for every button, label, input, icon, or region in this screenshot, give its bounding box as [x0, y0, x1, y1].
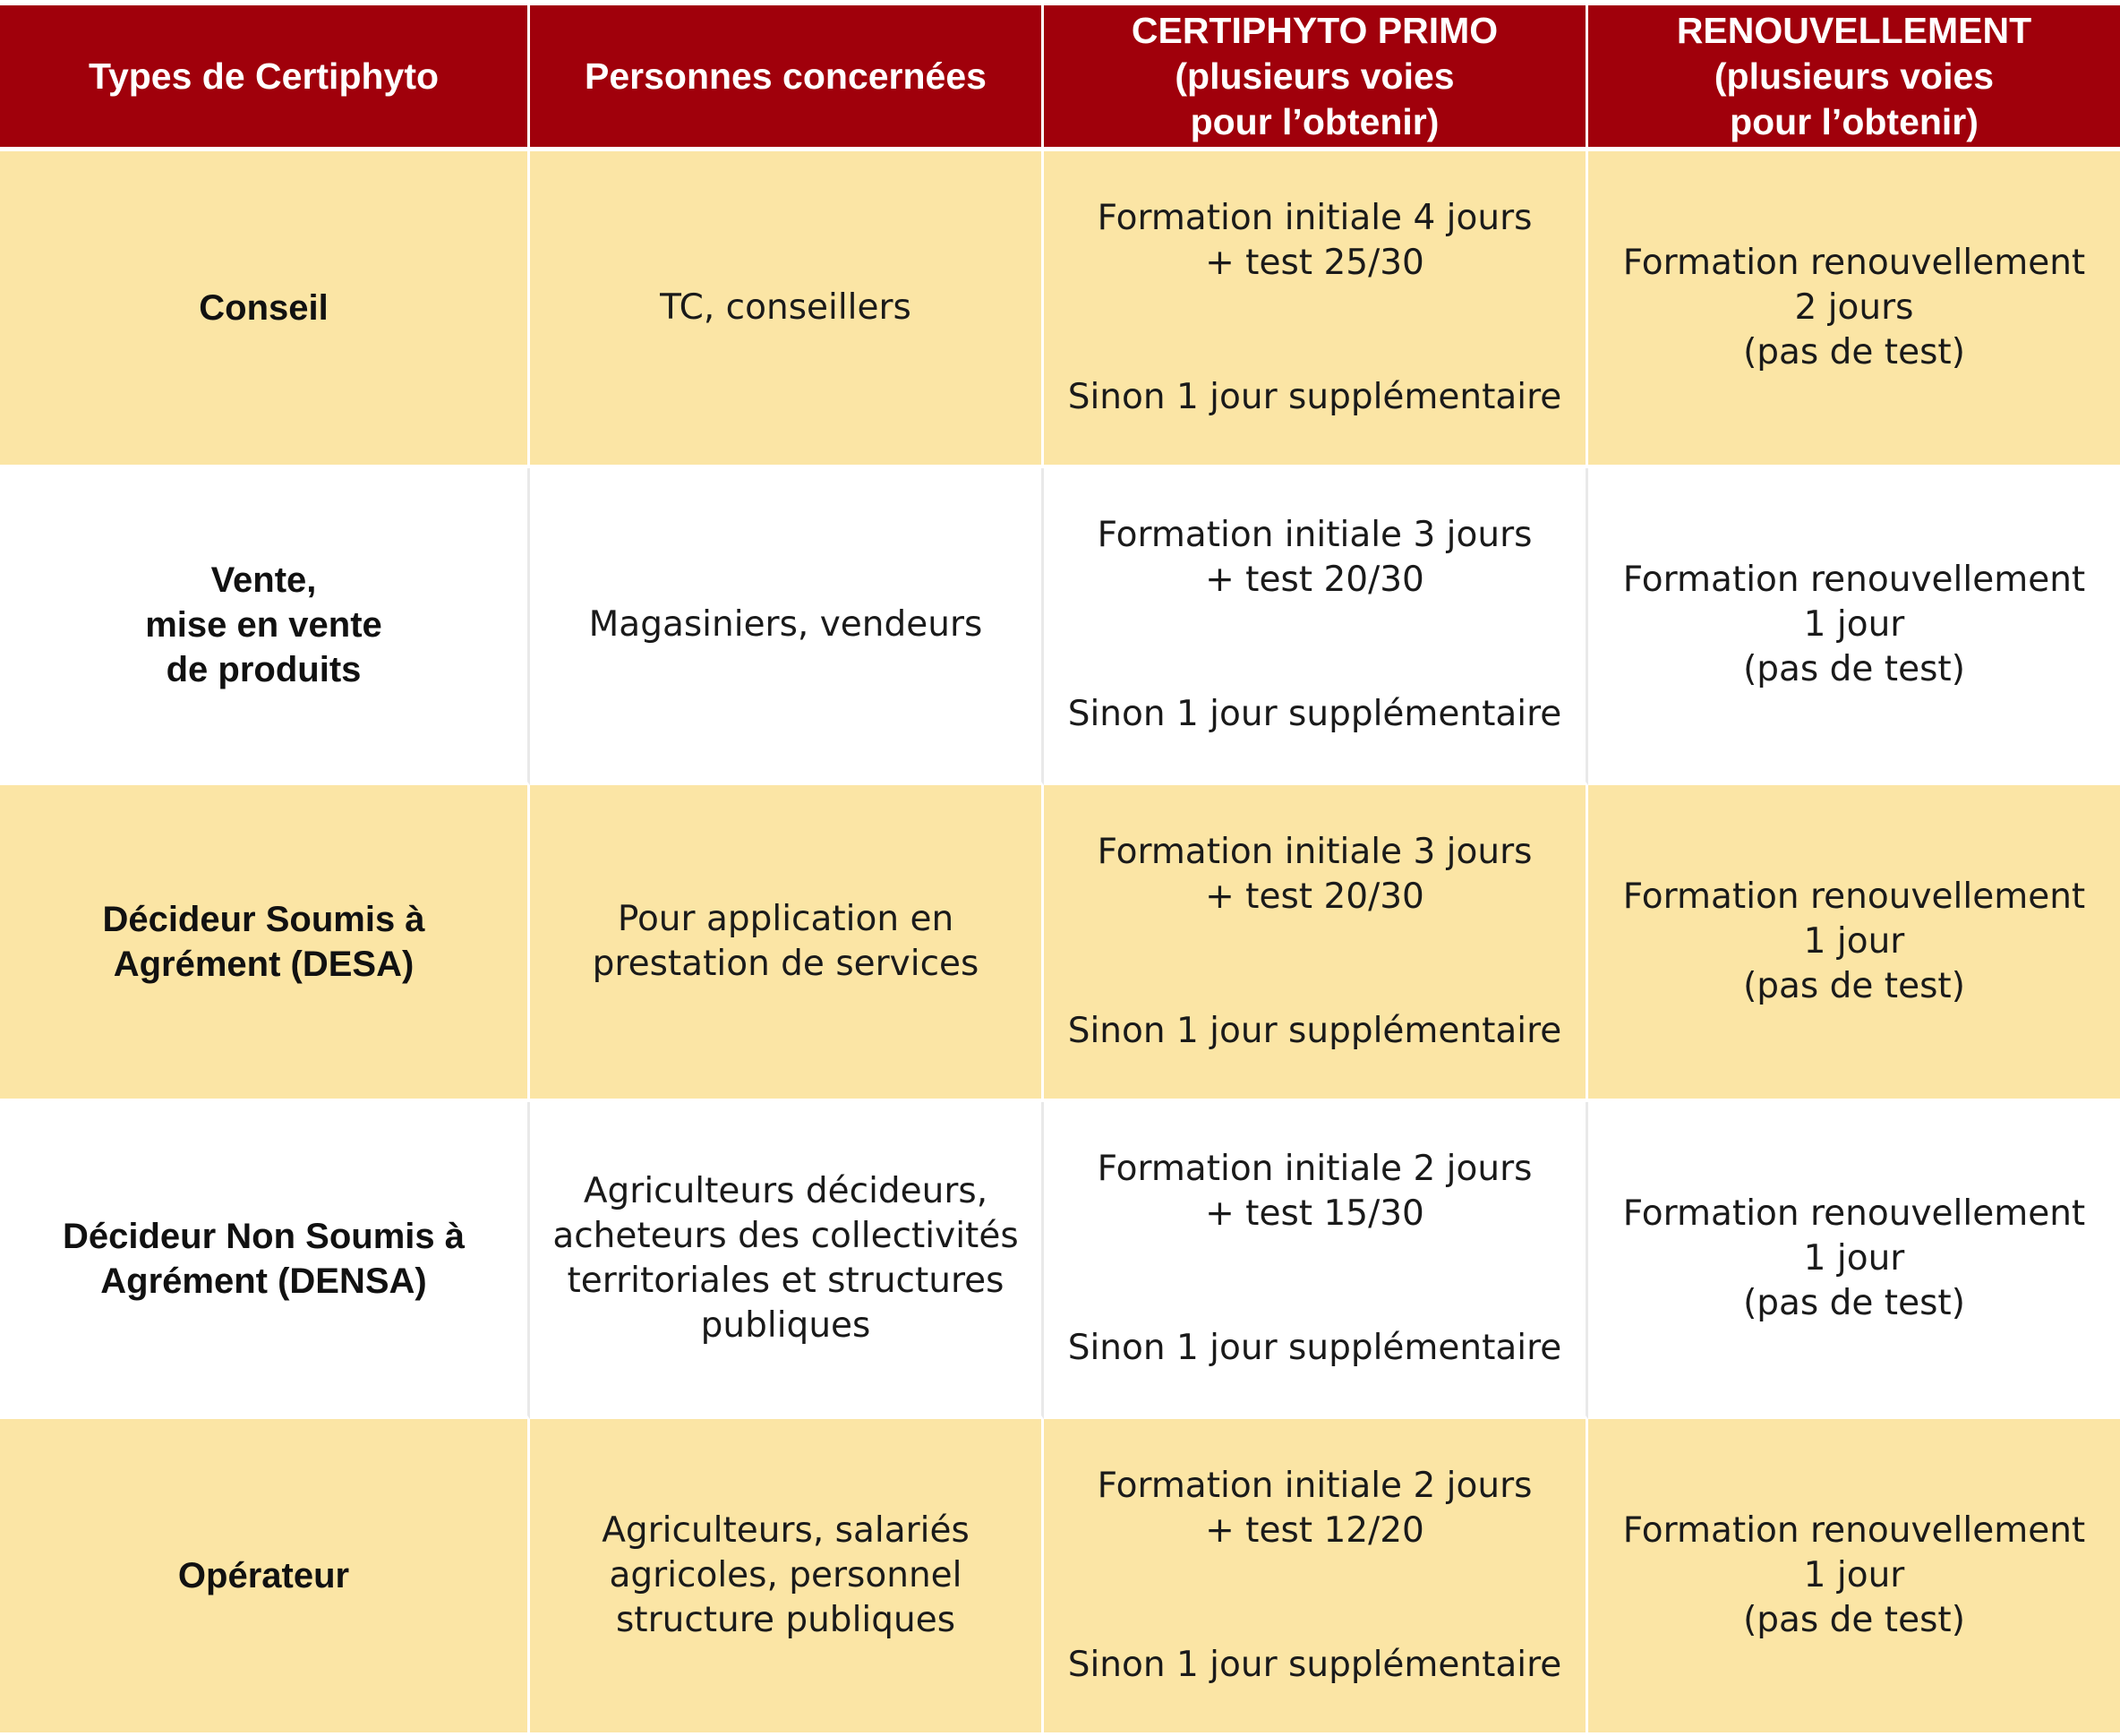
- table-row: [0, 785, 2120, 1102]
- type-cell: Décideur Soumis à Agrément (DESA): [0, 785, 530, 1102]
- persons-cell: Pour application en prestation de services: [530, 785, 1044, 1102]
- primo-cell: [1044, 1102, 1588, 1419]
- renewal-cell: Formation renouvellement 2 jours (pas de test): [1588, 151, 2120, 468]
- header-persons: Personnes concernées: [530, 5, 1044, 151]
- header-renewal: RENOUVELLEMENT (plusieurs voies pour l’obtenir): [1588, 5, 2120, 151]
- primo-cell: [1044, 1419, 1588, 1736]
- table-row: [0, 468, 2120, 785]
- table-row: [0, 1102, 2120, 1419]
- persons-cell: Magasiniers, vendeurs: [530, 468, 1044, 785]
- type-cell: Opérateur: [0, 1419, 530, 1736]
- header-types: Types de Certiphyto: [0, 5, 530, 151]
- header-row: [0, 5, 2120, 151]
- table-row: [0, 1419, 2120, 1736]
- primo-text: Formation initiale 2 jours + test 15/30: [1097, 1149, 1533, 1234]
- certiphyto-table: [0, 5, 2120, 1736]
- renewal-cell: Formation renouvellement 1 jour (pas de test): [1588, 1419, 2120, 1736]
- primo-text: Formation initiale 3 jours + test 20/30: [1097, 515, 1533, 600]
- renewal-cell: Formation renouvellement 1 jour (pas de test): [1588, 1102, 2120, 1419]
- primo-text: Formation initiale 3 jours + test 20/30: [1097, 832, 1533, 917]
- primo-alternative: Sinon 1 jour supplémentaire: [1067, 1328, 1562, 1368]
- primo-alternative: Sinon 1 jour supplémentaire: [1067, 694, 1562, 734]
- header-primo: CERTIPHYTO PRIMO (plusieurs voies pour l’obtenir): [1044, 5, 1588, 151]
- primo-cell: [1044, 785, 1588, 1102]
- primo-cell: [1044, 468, 1588, 785]
- type-cell: Vente, mise en vente de produits: [0, 468, 530, 785]
- primo-text: Formation initiale 4 jours + test 25/30: [1097, 198, 1533, 283]
- renewal-cell: Formation renouvellement 1 jour (pas de test): [1588, 785, 2120, 1102]
- persons-cell: Agriculteurs décideurs, acheteurs des collectivités territoriales et structures publiques: [530, 1102, 1044, 1419]
- renewal-cell: Formation renouvellement 1 jour (pas de test): [1588, 468, 2120, 785]
- primo-alternative: Sinon 1 jour supplémentaire: [1067, 1645, 1562, 1685]
- table-row: [0, 151, 2120, 468]
- persons-cell: TC, conseillers: [530, 151, 1044, 468]
- primo-text: Formation initiale 2 jours + test 12/20: [1097, 1466, 1533, 1551]
- type-cell: Décideur Non Soumis à Agrément (DENSA): [0, 1102, 530, 1419]
- type-cell: Conseil: [0, 151, 530, 468]
- certiphyto-table-container: [0, 5, 2120, 1736]
- primo-alternative: Sinon 1 jour supplémentaire: [1067, 377, 1562, 417]
- primo-alternative: Sinon 1 jour supplémentaire: [1067, 1011, 1562, 1051]
- primo-cell: [1044, 151, 1588, 468]
- persons-cell: Agriculteurs, salariés agricoles, personnel structure publiques: [530, 1419, 1044, 1736]
